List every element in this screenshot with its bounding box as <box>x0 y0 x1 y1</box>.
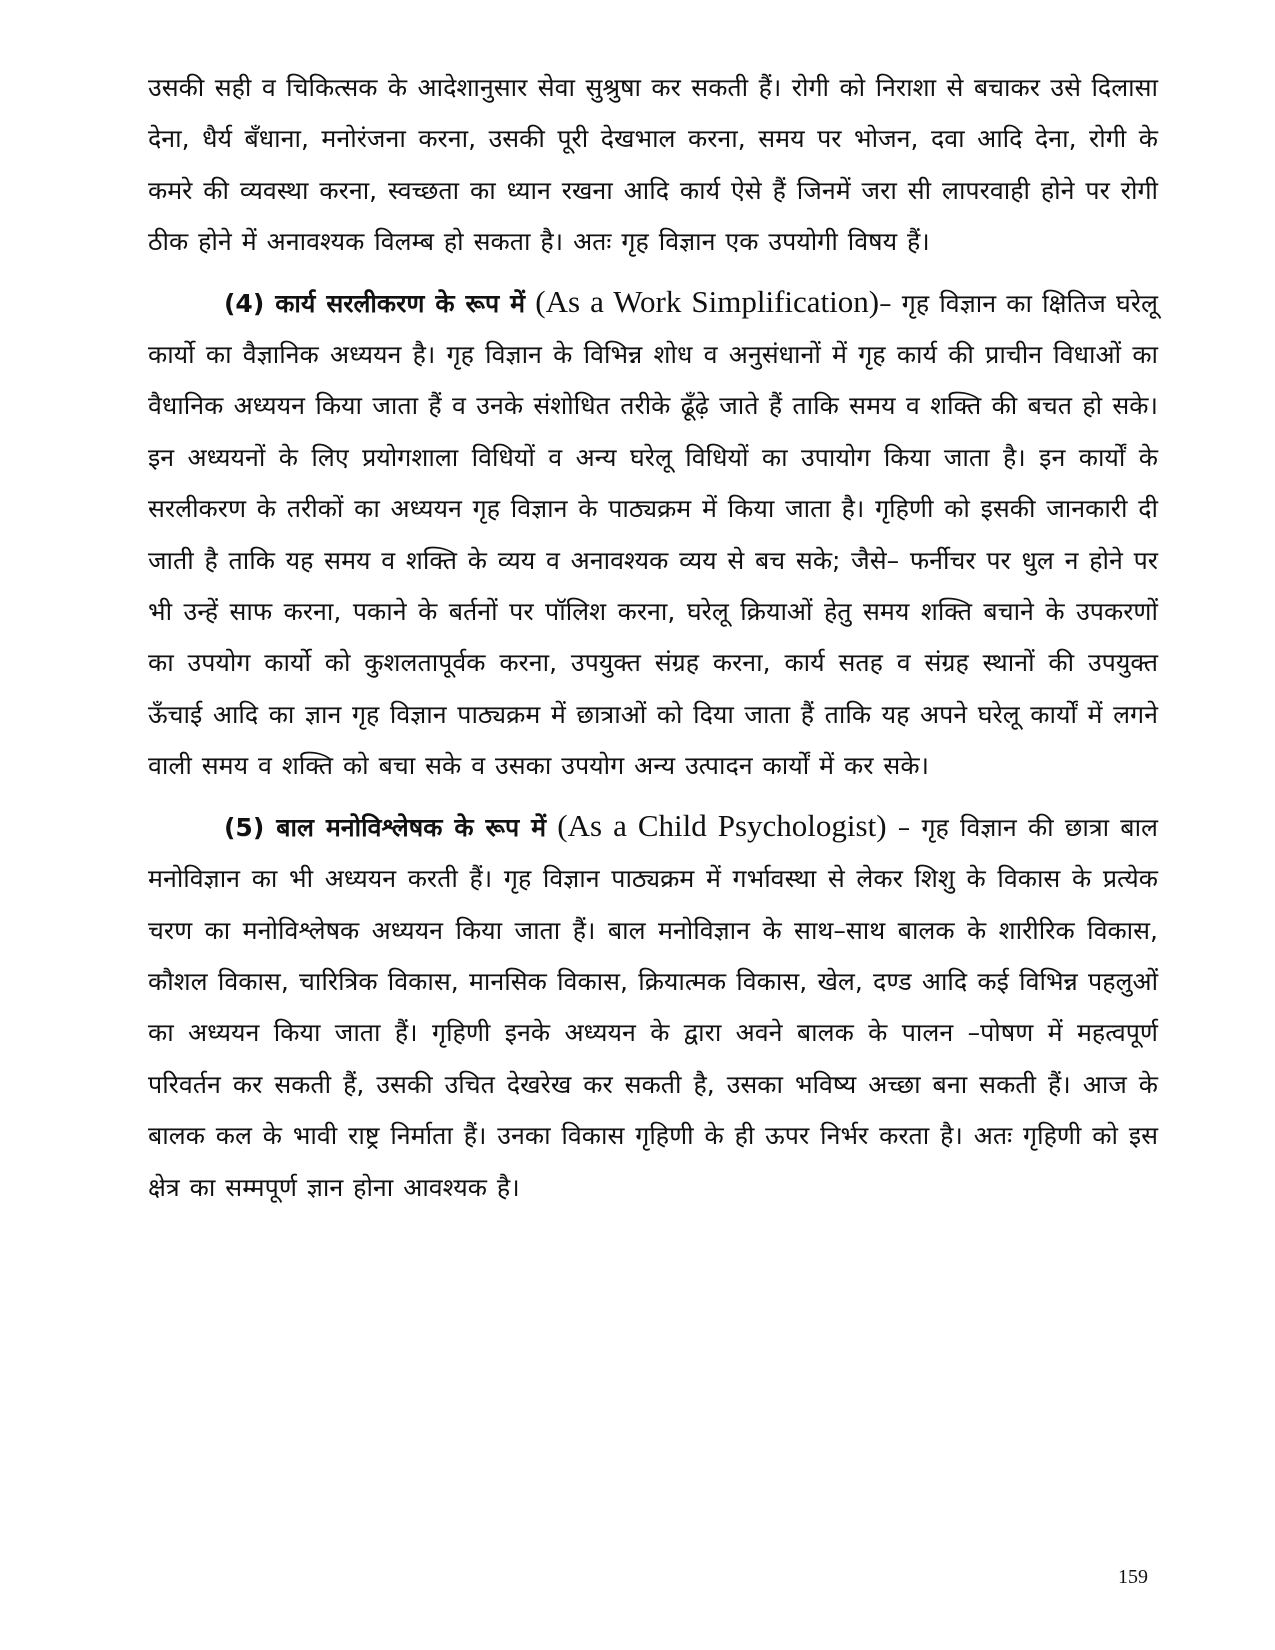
section-5-heading-hindi: (5) बाल मनोविश्लेषक के रूप में <box>224 812 547 842</box>
intro-paragraph: उसकी सही व चिकित्सक के आदेशानुसार सेवा सुश्रुषा कर सकती हैं। रोगी को निराशा से बचाकर उसे दिलासा देना, धैर्य बँधाना, मनोरंजना करना, उसकी पूरी देखभाल करना, समय पर भोजन, दवा आदि देना, रोगी के कमरे की व्यवस्था करना, स्वच्छता का ध्यान रखना आदि कार्य ऐसे हैं जिनमें जरा सी लापरवाही होने पर रोगी ठीक होने में अनावश्यक विलम्ब हो सकता है। अतः गृह विज्ञान एक उपयोगी विषय हैं। <box>148 73 1158 257</box>
section-5-heading-english: (As a Child Psychologist) <box>557 807 887 843</box>
paragraph-gap <box>148 268 1158 276</box>
section-5-body: – गृह विज्ञान की छात्रा बाल मनोविज्ञान का भी अध्ययन करती हैं। गृह विज्ञान पाठ्यक्रम में गर्भावस्था से लेकर शिशु के विकास के प्रत्येक चरण का मनोविश्लेषक अध्ययन किया जाता हैं। बाल मनोविज्ञान के साथ–साथ बालक के शारीरिक विकास, कौशल विकास, चारित्रिक विकास, मानसिक विकास, क्रियात्मक विकास, खेल, दण्ड आदि कई विभिन्न पहलुओं का अध्ययन किया जाता हैं। गृहिणी इनके अध्ययन के द्वारा अवने बालक के पालन –पोषण में महत्वपूर्ण परिवर्तन कर सकती हैं, उसकी उचित देखरेख कर सकती है, उसका भविष्य अच्छा बना सकती हैं। आज के बालक कल के भावी राष्ट्र निर्माता हैं। उनका विकास गृहिणी के ही ऊपर निर्भर करता है। अतः गृहिणी को इस क्षेत्र का सम्मपूर्ण ज्ञान होना आवश्यक है। <box>148 812 1158 1202</box>
section-5-paragraph <box>148 800 1158 1213</box>
page-number: 159 <box>1118 1566 1148 1588</box>
section-4-heading-hindi: (4) कार्य सरलीकरण के रूप में <box>224 288 526 318</box>
section-4-paragraph <box>148 276 1158 792</box>
section-4-body: – गृह विज्ञान का क्षितिज घरेलू कार्यो का वैज्ञानिक अध्ययन है। गृह विज्ञान के विभिन्न शोध व अनुसंधानों में गृह कार्य की प्राचीन विधाओं का वैधानिक अध्ययन किया जाता हैं व उनके संशोधित तरीके ढूँढ़े जाते हैं ताकि समय व शक्ति की बचत हो सके। इन अध्ययनों के लिए प्रयोगशाला विधियों व अन्य घरेलू विधियों का उपायोग किया जाता है। इन कार्यों के सरलीकरण के तरीकों का अध्ययन गृह विज्ञान के पाठ्यक्रम में किया जाता है। गृहिणी को इसकी जानकारी दी जाती है ताकि यह समय व शक्ति के व्यय व अनावश्यक व्यय से बच सके; जैसे– फर्नीचर पर धुल न होने पर भी उन्हें साफ करना, पकाने के बर्तनों पर पॉलिश करना, घरेलू क्रियाओं हेतु समय शक्ति बचाने के उपकरणों का उपयोग कार्यो को कुशलतापूर्वक करना, उपयुक्त संग्रह करना, कार्य सतह व संग्रह स्थानों की उपयुक्त ऊँचाई आदि का ज्ञान गृह विज्ञान पाठ्यक्रम में छात्राओं को दिया जाता हैं ताकि यह अपने घरेलू कार्यों में लगने वाली समय व शक्ति को बचा सके व उसका उपयोग अन्य उत्पादन कार्यों में कर सके। <box>148 288 1159 781</box>
section-4-heading-english: (As a Work Simplification) <box>535 283 880 319</box>
paragraph-gap <box>148 792 1158 800</box>
page-content <box>148 62 1158 1213</box>
